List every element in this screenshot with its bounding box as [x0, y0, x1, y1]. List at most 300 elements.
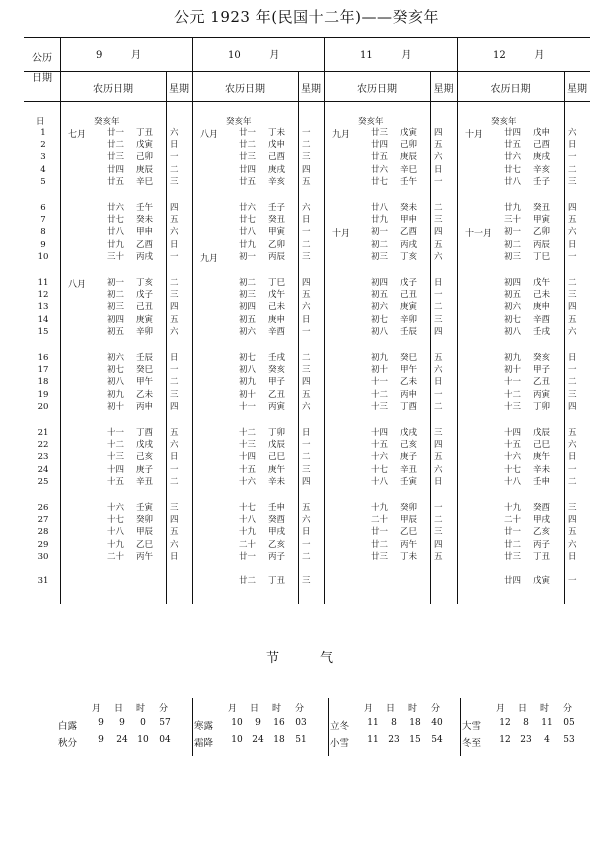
- lunar-day: 初十: [107, 401, 125, 412]
- day-number: 22: [37, 440, 49, 451]
- ganzhi: 乙未: [136, 389, 154, 400]
- day-number: 26: [37, 503, 49, 513]
- ganzhi: 癸亥: [533, 353, 551, 363]
- lunar-day: 廿二: [239, 140, 257, 151]
- solar-term-h: 15: [409, 735, 421, 745]
- weekday: 二: [302, 551, 311, 562]
- lunar-day: 初六: [239, 326, 257, 337]
- lunar-day: 三十: [107, 251, 125, 262]
- ganzhi: 壬子: [268, 203, 286, 213]
- solar-term-h: 18: [409, 718, 421, 728]
- weekday: 五: [170, 314, 179, 325]
- solar-term-mi: 04: [159, 735, 171, 745]
- ganzhi: 丙子: [533, 539, 551, 550]
- gregorian-date-header: 公历 日期: [32, 53, 52, 84]
- lunar-day: 十三: [504, 401, 522, 412]
- lunar-day: 十七: [504, 464, 522, 475]
- lunar-day: 十九: [371, 503, 389, 513]
- lunar-day: 初三: [107, 302, 125, 313]
- weekday: 一: [170, 152, 179, 163]
- weekday: 二: [170, 377, 179, 388]
- weekday: 二: [302, 239, 311, 250]
- day-number: 4: [40, 164, 46, 175]
- ganzhi: 己酉: [268, 152, 286, 163]
- lunar-day: 十八: [107, 527, 125, 538]
- lunar-day: 廿一: [239, 551, 257, 562]
- weekday: 一: [568, 365, 577, 376]
- lunar-day: 十七: [239, 503, 257, 513]
- ganzhi: 丁丑: [268, 576, 286, 586]
- year-ganzhi-label: 癸亥年: [94, 117, 120, 127]
- solar-header: 月: [228, 704, 238, 714]
- month-header: 9 月: [96, 50, 141, 61]
- weekday: 六: [434, 152, 443, 163]
- lunar-day: 十六: [239, 476, 257, 487]
- weekday: 四: [170, 302, 179, 313]
- weekday: 五: [302, 389, 311, 400]
- lunar-day: 初七: [107, 365, 125, 376]
- ganzhi: 庚寅: [400, 302, 418, 313]
- ganzhi: 己巳: [268, 452, 286, 463]
- lunar-date-header: 农历日期: [490, 84, 531, 95]
- lunar-day: 初六: [504, 302, 522, 313]
- solar-term-name: 小雪: [330, 738, 350, 749]
- weekday: 三: [568, 389, 577, 400]
- ganzhi: 乙巳: [136, 539, 154, 550]
- ganzhi: 庚午: [268, 464, 286, 475]
- lunar-day: 廿三: [371, 551, 389, 562]
- solar-terms-title: 节 气: [265, 651, 347, 666]
- lunar-day: 初八: [504, 326, 522, 337]
- weekday: 六: [302, 515, 311, 526]
- weekday: 四: [568, 203, 577, 213]
- weekday: 日: [568, 140, 577, 151]
- weekday: 五: [434, 551, 443, 562]
- month-header: 10 月: [228, 50, 280, 61]
- ganzhi: 甲寅: [268, 227, 286, 238]
- weekday: 六: [302, 302, 311, 313]
- weekday: 五: [170, 428, 179, 438]
- weekday: 三: [568, 176, 577, 187]
- ganzhi: 庚申: [268, 314, 286, 325]
- day-number: 29: [37, 539, 49, 550]
- ganzhi: 丁巳: [533, 251, 551, 262]
- weekday: 日: [434, 377, 443, 388]
- table-rule: [24, 101, 590, 102]
- weekday: 六: [170, 227, 179, 238]
- ganzhi: 丁亥: [136, 278, 154, 288]
- weekday: 二: [568, 164, 577, 175]
- ganzhi: 戊寅: [400, 128, 418, 138]
- lunar-month-label: 十一月: [465, 229, 493, 240]
- weekday: 六: [568, 326, 577, 337]
- ganzhi: 辛卯: [400, 314, 418, 325]
- year-ganzhi-label: 癸亥年: [358, 117, 384, 127]
- lunar-day: 廿二: [371, 539, 389, 550]
- ganzhi: 丙申: [400, 389, 418, 400]
- weekday: 三: [170, 290, 179, 301]
- lunar-day: 廿九: [504, 203, 522, 213]
- weekday: 六: [302, 203, 311, 213]
- lunar-day: 初四: [371, 278, 389, 288]
- weekday: 四: [302, 476, 311, 487]
- lunar-day: 廿四: [239, 164, 257, 175]
- lunar-day: 初二: [504, 239, 522, 250]
- ganzhi: 己酉: [533, 140, 551, 151]
- ganzhi: 壬戌: [268, 353, 286, 363]
- solar-header: 月: [92, 704, 102, 714]
- weekday-header: 星期: [301, 84, 321, 95]
- ganzhi: 戊寅: [136, 140, 154, 151]
- solar-header: 时: [272, 704, 282, 714]
- lunar-day: 初八: [371, 326, 389, 337]
- weekday-header: 星期: [433, 84, 454, 95]
- lunar-day: 初六: [107, 353, 125, 363]
- weekday: 五: [434, 140, 443, 151]
- table-rule: [24, 37, 590, 38]
- table-rule: [60, 37, 61, 604]
- lunar-day: 初十: [239, 389, 257, 400]
- ganzhi: 辛丑: [136, 476, 154, 487]
- weekday: 日: [302, 314, 311, 325]
- solar-header: 时: [540, 704, 550, 714]
- weekday: 四: [434, 128, 443, 138]
- ganzhi: 癸未: [136, 215, 154, 226]
- ganzhi: 丙子: [268, 551, 286, 562]
- day-number: 1: [40, 128, 46, 138]
- weekday: 三: [170, 503, 179, 513]
- solar-term-name: 秋分: [58, 738, 78, 749]
- lunar-day: 十二: [107, 440, 125, 451]
- ganzhi: 甲辰: [400, 515, 418, 526]
- weekday: 二: [302, 140, 311, 151]
- lunar-day: 廿七: [371, 176, 389, 187]
- ganzhi: 壬午: [136, 203, 154, 213]
- lunar-month-label: 十月: [465, 130, 484, 140]
- day-number: 14: [37, 314, 49, 325]
- ganzhi: 己丑: [136, 302, 154, 313]
- weekday: 六: [170, 539, 179, 550]
- ganzhi: 辛未: [533, 464, 551, 475]
- weekday: 六: [568, 440, 577, 451]
- weekday: 六: [434, 365, 443, 376]
- lunar-day: 初五: [107, 326, 125, 337]
- solar-header: 月: [496, 704, 506, 714]
- weekday: 日: [302, 215, 311, 226]
- lunar-month-label: 九月: [332, 130, 351, 140]
- lunar-day: 廿六: [239, 203, 257, 213]
- ganzhi: 甲申: [400, 215, 418, 226]
- weekday: 三: [434, 428, 443, 438]
- lunar-day: 十四: [107, 464, 125, 475]
- ganzhi: 壬子: [533, 176, 551, 187]
- ganzhi: 丁亥: [400, 251, 418, 262]
- weekday: 三: [434, 215, 443, 226]
- lunar-day: 廿八: [504, 176, 522, 187]
- ganzhi: 甲子: [268, 377, 286, 388]
- lunar-day: 十一: [239, 401, 257, 412]
- ganzhi: 戊午: [268, 290, 286, 301]
- day-number: 24: [37, 464, 49, 475]
- weekday: 一: [170, 464, 179, 475]
- solar-term-d: 24: [252, 735, 264, 745]
- lunar-day: 廿五: [107, 176, 125, 187]
- lunar-day: 初五: [504, 290, 522, 301]
- solar-term-d: 24: [116, 735, 128, 745]
- ganzhi: 戊辰: [268, 440, 286, 451]
- ganzhi: 癸卯: [400, 503, 418, 513]
- day-number: 15: [37, 326, 49, 337]
- ganzhi: 辛未: [268, 476, 286, 487]
- lunar-day: 十四: [239, 452, 257, 463]
- weekday: 一: [568, 152, 577, 163]
- lunar-day: 初三: [239, 290, 257, 301]
- table-rule: [192, 37, 193, 604]
- lunar-day: 廿三: [504, 551, 522, 562]
- solar-header: 分: [563, 704, 573, 714]
- lunar-day: 十六: [107, 503, 125, 513]
- lunar-day: 十一: [504, 377, 522, 388]
- ganzhi: 庚戌: [268, 164, 286, 175]
- lunar-day: 初九: [239, 377, 257, 388]
- weekday: 日: [434, 278, 443, 288]
- weekday: 日: [170, 140, 179, 151]
- ganzhi: 戊寅: [533, 576, 551, 586]
- weekday: 四: [170, 203, 179, 213]
- lunar-day: 廿二: [504, 539, 522, 550]
- solar-term-mi: 03: [295, 718, 307, 728]
- weekday: 六: [434, 464, 443, 475]
- lunar-day: 初二: [107, 290, 125, 301]
- day-number: 3: [40, 152, 46, 163]
- solar-term-m: 12: [499, 735, 511, 745]
- ganzhi: 乙卯: [268, 239, 286, 250]
- weekday: 四: [302, 377, 311, 388]
- solar-term-mi: 53: [563, 735, 575, 745]
- solar-term-h: 18: [273, 735, 285, 745]
- table-rule: [430, 71, 431, 604]
- weekday: 二: [302, 452, 311, 463]
- weekday: 一: [434, 290, 443, 301]
- weekday: 六: [302, 401, 311, 412]
- weekday: 日: [568, 239, 577, 250]
- weekday: 三: [302, 251, 311, 262]
- ganzhi: 戊申: [533, 128, 551, 138]
- lunar-day: 十九: [239, 527, 257, 538]
- ganzhi: 壬辰: [136, 353, 154, 363]
- weekday: 四: [568, 401, 577, 412]
- lunar-day: 二十: [504, 515, 522, 526]
- ganzhi: 丙戌: [400, 239, 418, 250]
- day-number: 18: [37, 377, 49, 388]
- lunar-day: 二十: [239, 539, 257, 550]
- solar-term-m: 10: [231, 718, 243, 728]
- weekday: 一: [434, 503, 443, 513]
- solar-term-name: 立冬: [330, 721, 350, 732]
- weekday: 一: [302, 326, 311, 337]
- weekday: 五: [434, 452, 443, 463]
- ganzhi: 乙亥: [268, 539, 286, 550]
- lunar-day: 十七: [107, 515, 125, 526]
- weekday-header: 星期: [169, 84, 189, 95]
- ganzhi: 癸亥: [268, 365, 286, 376]
- day-number: 5: [40, 176, 46, 187]
- weekday: 二: [568, 278, 577, 288]
- solar-term-d: 8: [391, 718, 397, 728]
- day-number: 2: [40, 140, 46, 151]
- weekday: 日: [434, 476, 443, 487]
- ganzhi: 甲戌: [533, 515, 551, 526]
- day-number: 7: [40, 215, 46, 226]
- solar-header: 分: [159, 704, 169, 714]
- solar-term-name: 大雪: [462, 721, 482, 732]
- day-number: 30: [37, 551, 49, 562]
- weekday: 四: [170, 515, 179, 526]
- weekday: 日: [568, 551, 577, 562]
- weekday: 一: [434, 176, 443, 187]
- day-number: 27: [37, 515, 49, 526]
- weekday: 四: [302, 278, 311, 288]
- weekday: 三: [568, 290, 577, 301]
- solar-term-h: 10: [137, 735, 149, 745]
- ganzhi: 癸酉: [268, 515, 286, 526]
- table-rule: [564, 71, 565, 604]
- weekday: 四: [434, 227, 443, 238]
- lunar-date-header: 农历日期: [357, 84, 397, 95]
- day-number: 10: [37, 251, 49, 262]
- weekday: 三: [568, 503, 577, 513]
- weekday: 六: [568, 539, 577, 550]
- lunar-day: 初九: [107, 389, 125, 400]
- weekday: 三: [434, 527, 443, 538]
- ganzhi: 壬申: [268, 503, 286, 513]
- page-title: 公元 1923 年(民国十二年)——癸亥年: [174, 8, 439, 26]
- lunar-day: 初八: [239, 365, 257, 376]
- solar-term-m: 9: [98, 718, 104, 728]
- ganzhi: 甲寅: [533, 215, 551, 226]
- lunar-day: 初十: [504, 365, 522, 376]
- solar-terms-table: [58, 698, 588, 756]
- solar-term-mi: 54: [431, 735, 443, 745]
- weekday: 日: [302, 428, 311, 438]
- weekday: 三: [302, 464, 311, 475]
- weekday: 一: [568, 251, 577, 262]
- weekday: 二: [434, 203, 443, 213]
- weekday: 日: [434, 164, 443, 175]
- solar-header: 时: [136, 704, 146, 714]
- weekday: 日: [568, 452, 577, 463]
- weekday: 二: [568, 476, 577, 487]
- weekday: 五: [568, 428, 577, 438]
- ganzhi: 戊戌: [400, 428, 418, 438]
- weekday: 五: [170, 527, 179, 538]
- ganzhi: 乙巳: [400, 527, 418, 538]
- ganzhi: 丙寅: [533, 389, 551, 400]
- table-rule: [457, 37, 458, 604]
- lunar-day: 十九: [504, 503, 522, 513]
- day-number: 17: [37, 365, 49, 376]
- weekday: 一: [170, 365, 179, 376]
- ganzhi: 癸卯: [136, 515, 154, 526]
- lunar-month-label: 八月: [200, 130, 219, 140]
- lunar-day: 二十: [107, 551, 125, 562]
- month-header: 12 月: [493, 50, 545, 61]
- solar-term-m: 10: [231, 735, 243, 745]
- ganzhi: 己卯: [136, 152, 154, 163]
- weekday: 四: [434, 539, 443, 550]
- lunar-month-label: 十月: [332, 229, 351, 240]
- lunar-day: 廿八: [239, 227, 257, 238]
- lunar-day: 初一: [504, 227, 522, 238]
- ganzhi: 庚戌: [533, 152, 551, 163]
- solar-term-d: 23: [520, 735, 532, 745]
- ganzhi: 辛酉: [533, 314, 551, 325]
- ganzhi: 癸巳: [400, 353, 418, 363]
- solar-term-h: 11: [541, 718, 553, 728]
- ganzhi: 甲午: [136, 377, 154, 388]
- lunar-day: 廿四: [504, 128, 522, 138]
- solar-header: 日: [114, 704, 124, 714]
- ganzhi: 辛巳: [400, 164, 418, 175]
- lunar-day: 廿九: [107, 239, 125, 250]
- weekday: 六: [170, 128, 179, 138]
- lunar-day: 廿四: [504, 576, 522, 586]
- lunar-day: 廿二: [239, 576, 257, 586]
- solar-divider: [192, 698, 193, 756]
- ganzhi: 癸丑: [533, 203, 551, 213]
- solar-term-m: 12: [499, 718, 511, 728]
- weekday: 四: [434, 326, 443, 337]
- lunar-day: 初九: [371, 353, 389, 363]
- lunar-day: 廿七: [504, 164, 522, 175]
- ganzhi: 丙戌: [136, 251, 154, 262]
- lunar-day: 初二: [239, 278, 257, 288]
- weekday: 三: [170, 176, 179, 187]
- lunar-day: 十六: [504, 452, 522, 463]
- lunar-day: 廿三: [371, 128, 389, 138]
- lunar-month-label: 八月: [68, 280, 87, 290]
- lunar-day: 十二: [504, 389, 522, 400]
- lunar-day: 初三: [504, 251, 522, 262]
- ganzhi: 乙未: [400, 377, 418, 388]
- weekday: 四: [434, 440, 443, 451]
- weekday: 二: [434, 515, 443, 526]
- lunar-day: 廿一: [504, 527, 522, 538]
- lunar-day: 廿五: [504, 140, 522, 151]
- ganzhi: 甲辰: [136, 527, 154, 538]
- ganzhi: 壬寅: [136, 503, 154, 513]
- ganzhi: 戊午: [533, 278, 551, 288]
- weekday: 一: [302, 227, 311, 238]
- weekday: 一: [434, 389, 443, 400]
- lunar-day: 十八: [239, 515, 257, 526]
- weekday: 二: [302, 353, 311, 363]
- weekday: 日: [170, 239, 179, 250]
- table-rule: [324, 37, 325, 604]
- weekday: 一: [302, 128, 311, 138]
- weekday: 六: [568, 227, 577, 238]
- lunar-day: 十四: [371, 428, 389, 438]
- weekday: 日: [568, 353, 577, 363]
- solar-term-name: 霜降: [194, 738, 214, 749]
- lunar-day: 初一: [371, 227, 389, 238]
- lunar-day: 初五: [371, 290, 389, 301]
- lunar-day: 初八: [107, 377, 125, 388]
- ganzhi: 甲午: [400, 365, 418, 376]
- ganzhi: 庚子: [400, 452, 418, 463]
- lunar-day: 十二: [371, 389, 389, 400]
- lunar-day: 廿九: [239, 239, 257, 250]
